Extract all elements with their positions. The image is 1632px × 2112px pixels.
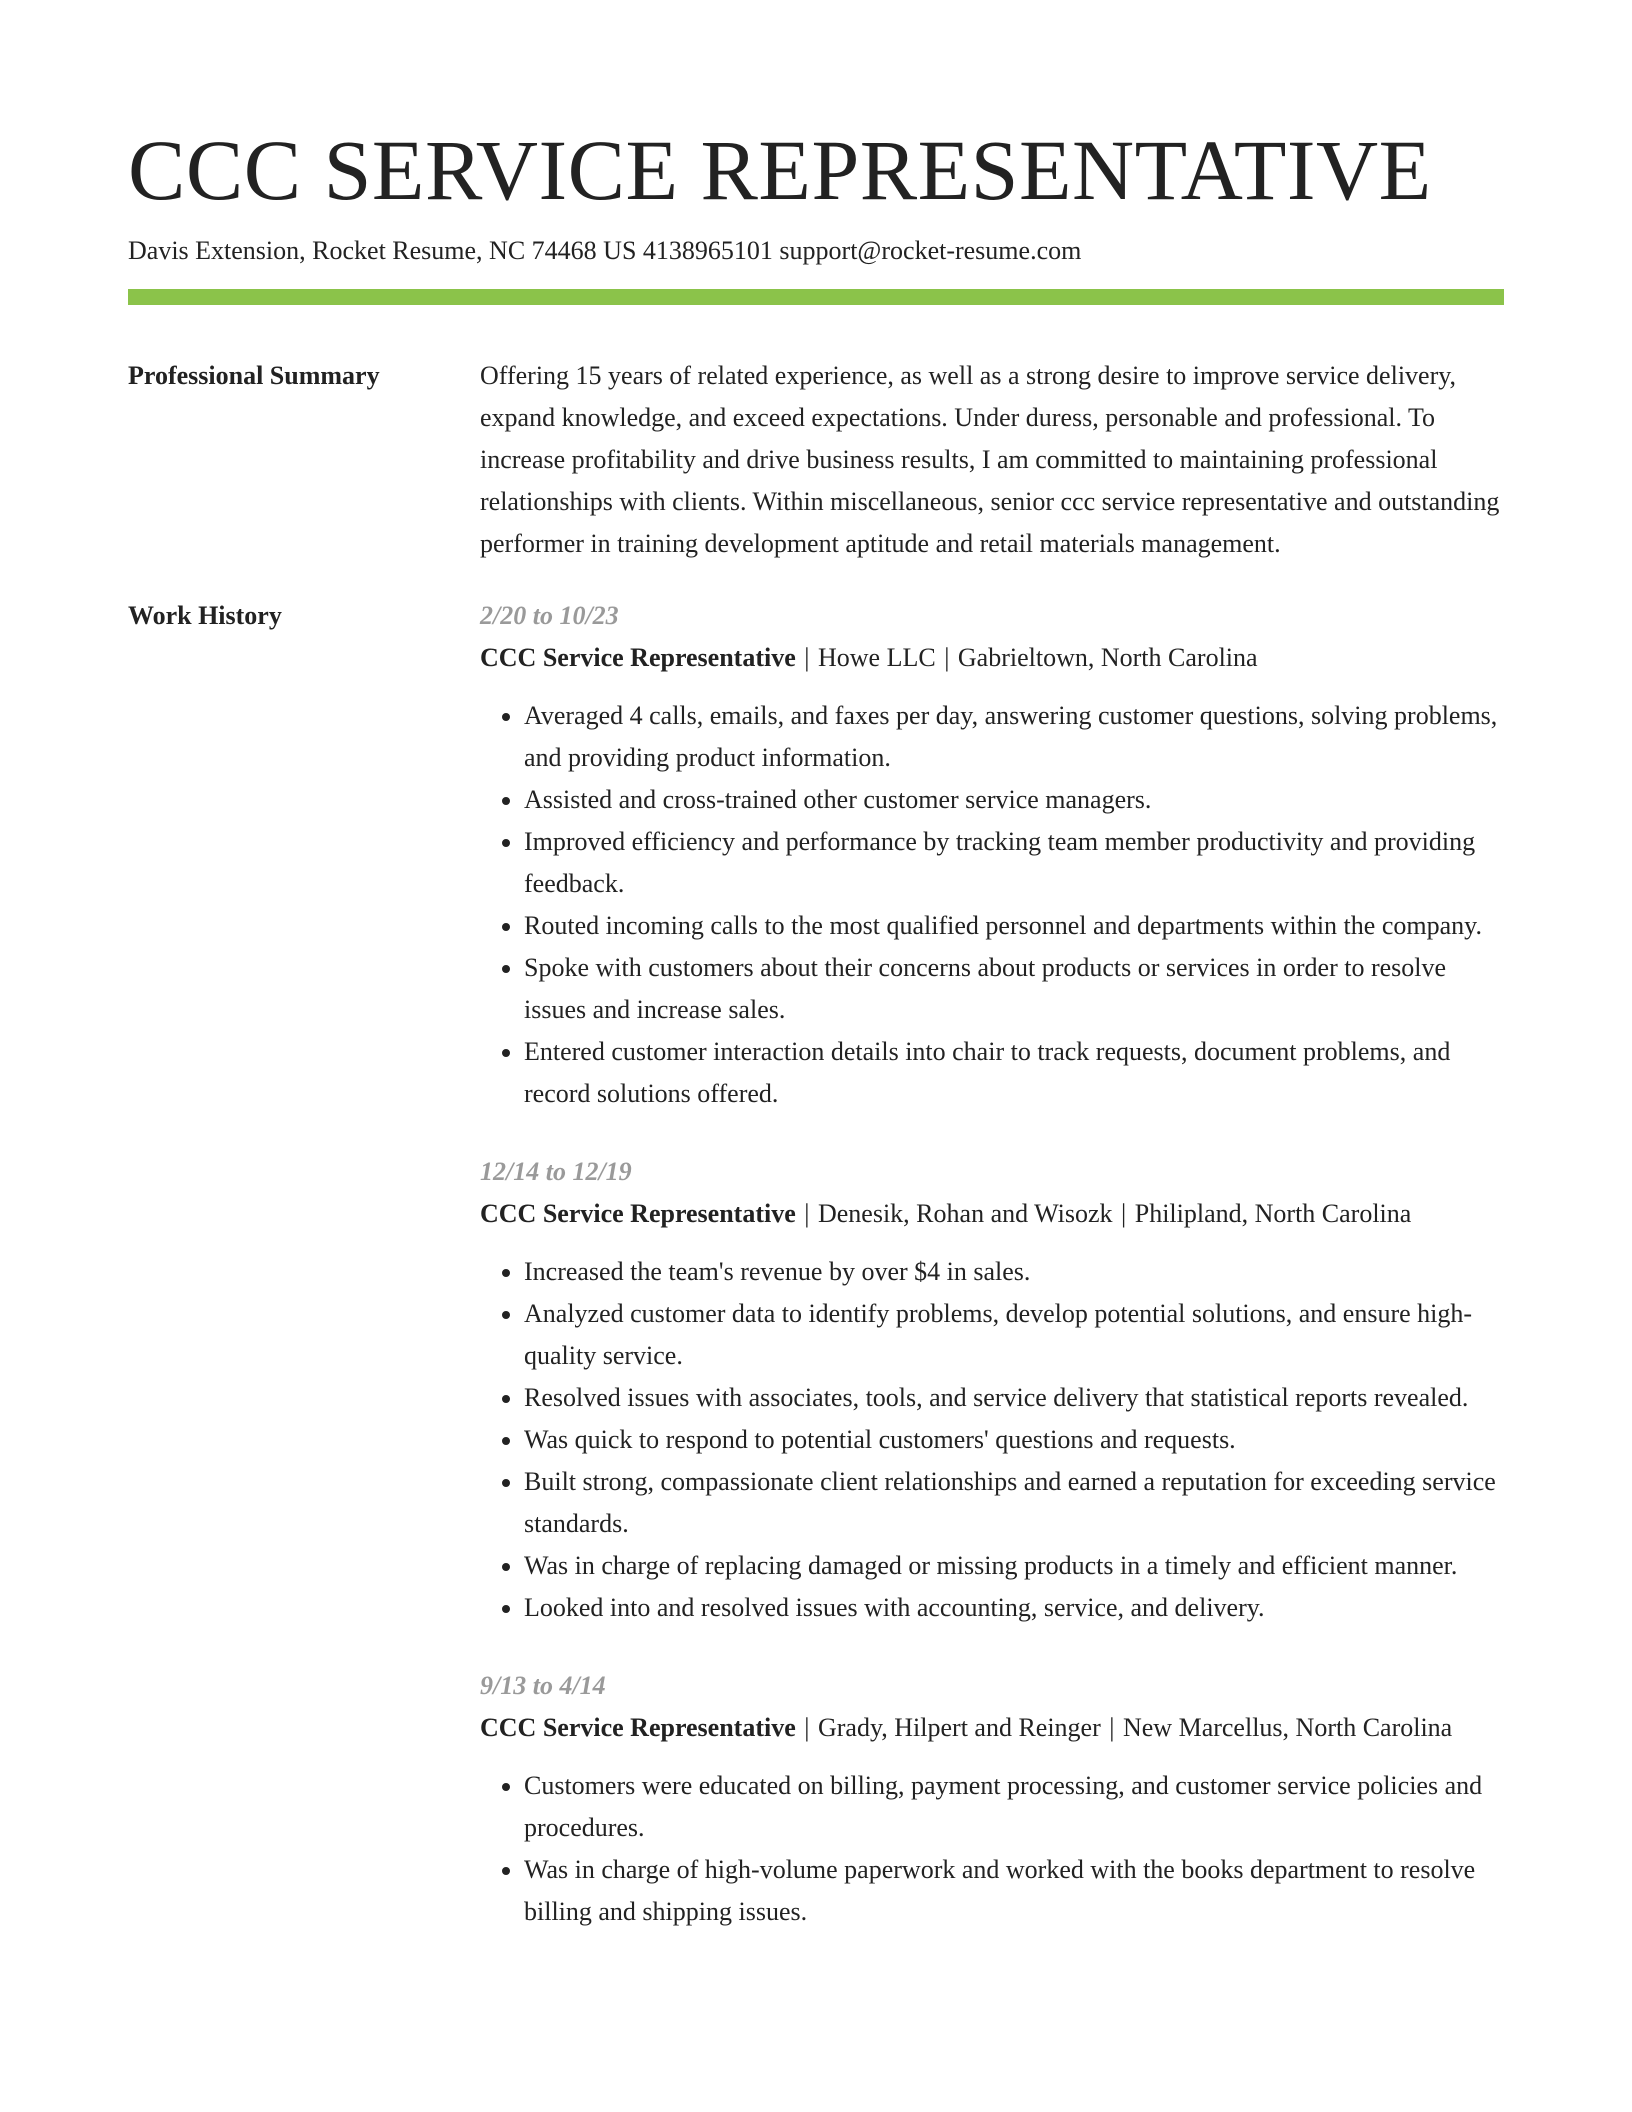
job-dates: 9/13 to 4/14 bbox=[480, 1671, 606, 1700]
job-bullets bbox=[480, 1251, 1504, 1629]
separator: | bbox=[944, 643, 950, 672]
job-location: New Marcellus, North Carolina bbox=[1122, 1713, 1453, 1742]
job-bullet: • Was in charge of high-volume paperwork and worked with the books department to resolve billing and shipping issues. bbox=[524, 1849, 1504, 1933]
job-entry bbox=[480, 1665, 1504, 1933]
job-title-line bbox=[480, 1193, 1504, 1235]
separator: | bbox=[804, 643, 810, 672]
job-location: Gabrieltown, North Carolina bbox=[957, 643, 1258, 672]
job-title: CCC Service Representative bbox=[480, 1199, 796, 1228]
separator: | bbox=[1109, 1713, 1115, 1742]
contact-line bbox=[128, 233, 1504, 269]
job-entry bbox=[480, 595, 1504, 1115]
job-title: CCC Service Representative bbox=[480, 1713, 796, 1742]
job-bullet: • Routed incoming calls to the most qualified personnel and departments within the company. bbox=[524, 905, 1504, 947]
separator: | bbox=[1121, 1199, 1127, 1228]
separator: | bbox=[804, 1713, 810, 1742]
job-bullet: • Spoke with customers about their concerns about products or services in order to resolve issues and increase sales. bbox=[524, 947, 1504, 1031]
job-bullet: • Resolved issues with associates, tools, and service delivery that statistical reports revealed. bbox=[524, 1377, 1504, 1419]
professional-summary-section bbox=[128, 355, 1504, 565]
contact-email: support@rocket-resume.com bbox=[779, 236, 1082, 265]
job-bullet: • Looked into and resolved issues with accounting, service, and delivery. bbox=[524, 1587, 1504, 1629]
job-bullets bbox=[480, 695, 1504, 1115]
job-company: Grady, Hilpert and Reinger bbox=[817, 1713, 1101, 1742]
job-title: CCC Service Representative bbox=[480, 643, 796, 672]
job-entry bbox=[480, 1151, 1504, 1629]
resume-page bbox=[128, 118, 1504, 1933]
work-history-section bbox=[128, 595, 1504, 1933]
section-label-work-history: Work History bbox=[128, 601, 282, 630]
section-label-summary: Professional Summary bbox=[128, 361, 380, 390]
job-title-line bbox=[480, 637, 1504, 679]
work-history-list bbox=[480, 595, 1504, 1933]
summary-text: Offering 15 years of related experience, as well as a strong desire to improve service delivery, expand knowledge, and exceed expectations. Under duress, personable and professional. To increase profitability and drive business results, I am committed to maintaining professional relationships with clients. Within miscellaneous, senior ccc service representative and outstanding performer in training development aptitude and retail materials management. bbox=[480, 361, 1500, 558]
job-bullets bbox=[480, 1765, 1504, 1933]
job-bullet: • Improved efficiency and performance by tracking team member productivity and providing feedback. bbox=[524, 821, 1504, 905]
job-bullet: • Was quick to respond to potential customers' questions and requests. bbox=[524, 1419, 1504, 1461]
header-divider bbox=[128, 289, 1504, 305]
job-bullet: • Averaged 4 calls, emails, and faxes per day, answering customer questions, solving problems, and providing product information. bbox=[524, 695, 1504, 779]
job-bullet: • Was in charge of replacing damaged or missing products in a timely and efficient manner. bbox=[524, 1545, 1504, 1587]
contact-address: Davis Extension, Rocket Resume, NC 74468 US bbox=[128, 236, 637, 265]
job-location: Philipland, North Carolina bbox=[1134, 1199, 1412, 1228]
contact-phone: 4138965101 bbox=[642, 236, 773, 265]
job-company: Denesik, Rohan and Wisozk bbox=[817, 1199, 1113, 1228]
separator: | bbox=[804, 1199, 810, 1228]
candidate-name: CCC SERVICE REPRESENTATIVE bbox=[128, 122, 1432, 218]
job-bullet: • Assisted and cross-trained other customer service managers. bbox=[524, 779, 1504, 821]
job-title-line bbox=[480, 1707, 1504, 1749]
job-bullet: • Customers were educated on billing, payment processing, and customer service policies and procedures. bbox=[524, 1765, 1504, 1849]
job-bullet: • Analyzed customer data to identify problems, develop potential solutions, and ensure high-quality service. bbox=[524, 1293, 1504, 1377]
job-bullet: • Built strong, compassionate client relationships and earned a reputation for exceeding service standards. bbox=[524, 1461, 1504, 1545]
job-company: Howe LLC bbox=[817, 643, 936, 672]
job-bullet: • Increased the team's revenue by over $4 in sales. bbox=[524, 1251, 1504, 1293]
resume-header bbox=[128, 118, 1504, 305]
job-bullet: • Entered customer interaction details into chair to track requests, document problems, and record solutions offered. bbox=[524, 1031, 1504, 1115]
job-dates: 2/20 to 10/23 bbox=[480, 601, 619, 630]
job-dates: 12/14 to 12/19 bbox=[480, 1157, 632, 1186]
